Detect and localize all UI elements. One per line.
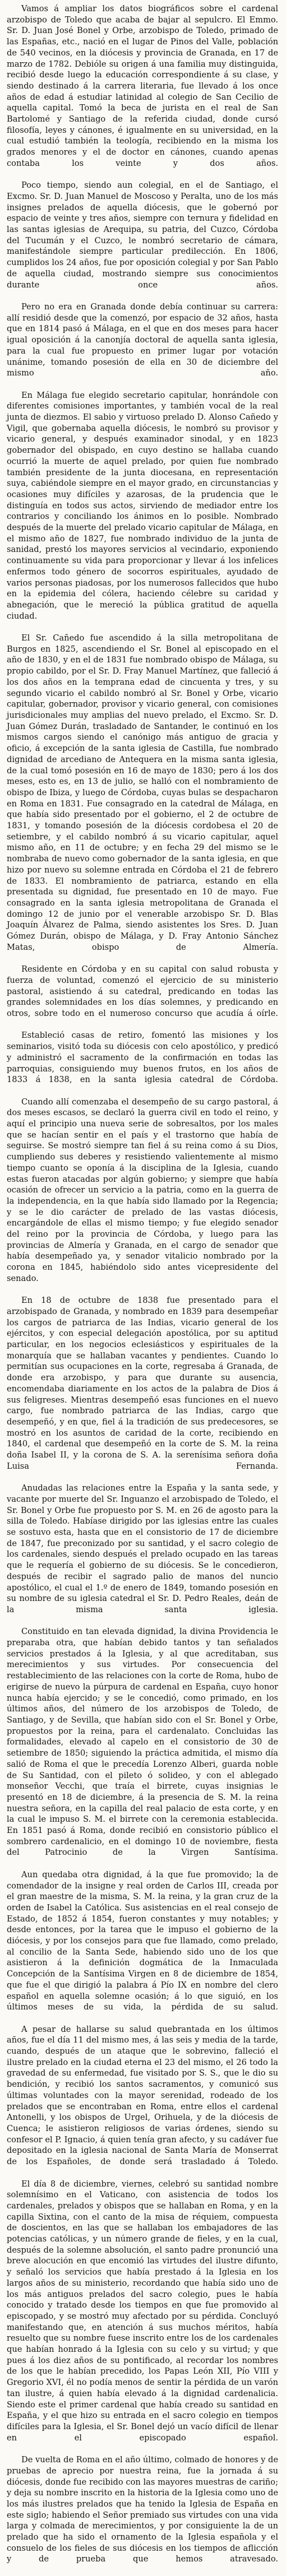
- paragraph: Residente en Córdoba y en su capital con salud robusta y fuerza de voluntad, comenzó el ejercicio de su ministerio pastoral, asistiendo á su catedral, predicando en todas las grandes solemnidades en los días solemnes, y predicando en otros, sobre todo en el numeroso concurso que acudía á oírle.: [7, 964, 278, 1018]
- obituary-article: [7, 3, 278, 2576]
- paragraph: Anudadas las relaciones entre la España y la santa sede, y vacante por muerte del Sr. Inguanzo el arzobispado de Toledo, el Sr. Bonel y Orbe fue propuesto por S. M. en 26 de agosto para la silla de Toledo. Habíase dirigido por las iglesias entre las cuales se sostuvo esta, hasta que en el consistorio de 17 de diciembre de 1847, fue preconizado por su santidad, y el sacro colegio de los cardenales, siendo después el prelado ocupado en las tareas que le requería el gobierno de su diócesis. Se le concedieron, después de recibir el sagrado palio de manos del nuncio apostólico, el cual el 1.º de enero de 1849, tomando posesión en su nombre de su iglesia catedral el Sr. D. Pedro Reales, deán de la misma santa iglesia.: [7, 1483, 278, 1614]
- paragraph: Vamos á ampliar los datos biográficos sobre el cardenal arzobispo de Toledo que acaba de bajar al sepulcro. El Emmo. Sr. D. Juan José Bonel y Orbe, arzobispo de Toledo, primado de las Españas, etc., nació en el lugar de Pinos del Valle, población de 540 vecinos, en la diócesis y provincia de Granada, en 17 de marzo de 1782. Debióle su origen á una familia muy distinguida, recibió desde luego la educación correspondiente á su clase, y siendo destinado á la carrera literaria, fue llevado á los once años de edad á estudiar latinidad al colegio de San Cecilio de aquella capital. Tomó la beca de jurista en el real de San Bartolomé y Santiago de la referida ciudad, donde cursó filosofía, leyes y cánones, é igualmente en su universidad, en la cual estudió también la teología, recibiendo en la misma los grados menores y el de doctor en cánones, cuando apenas contaba los veinte y dos años.: [7, 4, 278, 168]
- paragraph: El Sr. Cañedo fue ascendido á la silla metropolitana de Burgos en 1825, ascendiendo el Sr. Bonel al episcopado en el año de 1830, y en el de 1831 fue nombrado obispo de Málaga, su propio cabildo, por el Sr. D. Fray Manuel Martínez, que falleció á los dos años en la temprana edad de cincuenta y tres, y su segundo vicario el cabildo nombró al Sr. Bonel y Orbe, vicario capitular, gobernador, provisor y vicario general, con comisiones jurisdicionales muy amplias del nuevo prelado, el Excmo. Sr. D. Juan Gómez Durán, trasladado de Santander, le continuó en los mismos cargos siendo el canónigo más antiguo de gracia y oficio, á excepción de la santa iglesia de Castilla, fue nombrado dignidad de arcediano de Antequera en la misma santa iglesia, de la cual tomó posesión en 16 de mayo de 1830; pero á los dos meses, esto es, en 13 de julio, se halló con el nombramiento de obispo de Ibiza, y luego de Córdoba, cuyas bulas se despacharon en Roma en 1831. Fue consagrado en la catedral de Málaga, en que había sido presentado por el gobierno, el 2 de octubre de 1831, y tomando posesión de la diócesis cordobesa el 20 de setiembre, y el cabildo nombró á su vicario capitular, aquel mismo año, en 11 de octubre; y en fecha 29 del mismo se le nombraba de nuevo como gobernador de la santa iglesia, en que hizo por nuevo su solemne entrada en Córdoba el 21 de febrero de 1833. El nombramiento de patriarca, estando en ella presentada su dignidad, fue presentado en 10 de mayo. Fue consagrado en la santa iglesia metropolitana de Granada el domingo 12 de junio por el venerable arzobispo Sr. D. Blas Joaquín Álvarez de Palma, siendo asistentes los Sres. D. Juan Gómez Durán, obispo de Málaga, y D. Fray Antonio Sánchez Matas, obispo de Almería.: [7, 633, 278, 952]
- paragraph: En Málaga fue elegido secretario capitular, honrándole con diferentes comisiones importantes, y también vocal de la real junta de diezmos. El sabio y virtuoso prelado D. Alonso Cañedo y Vigil, que gobernaba aquella diócesis, le nombró su provisor y vicario general, y después examinador sinodal, y en 1823 gobernador del obispado, en cuyo destino se hallaba cuando ocurrió la muerte de aquel prelado, por quien fue nombrado también presidente de la junta diocesana, en representación suya, cabiéndole siempre en el mayor grado, en circunstancias y ocasiones muy difíciles y azarosas, de la prudencia que le distinguía en todos sus actos, sirviendo de mediador entre los contrarios y conciliando los ánimos en lo posible. Nombrado después de la muerte del prelado vicario capitular de Málaga, en el mismo año de 1827, fue nombrado individuo de la junta de sanidad, prestó los mayores servicios al vecindario, exponiendo continuamente su vida para proporcionar y llevar á los infelices enfermos todo género de socorros espirituales, ayudado de varios personas piadosas, por los numerosos fallecidos que hubo en la epidemia del cólera, haciendo célebre su caridad y abnegación, que le mereció la pública gratitud de aquella ciudad.: [7, 390, 278, 621]
- paragraph: El día 8 de diciembre, viernes, celebró su santidad nombre solemnísimo en el Vaticano, con asistencia de todos los cardenales, prelados y obispos que se hallaban en Roma, y en la capilla Sixtina, con el canto de la misa de réquiem, compuesta de doscientos, en las que se hallaban los embajadores de las potencias católicas, y un número grande de fieles, y en la cual, después de la solemne absolución, el santo padre pronunció una breve alocución en que encomió las virtudes del ilustre difunto, y señaló los servicios que había prestado á la Iglesia en los largos años de su ministerio, recordando que había sido uno de los más antiguos prelados del sacro colegio, pues le había conocido y tratado desde los tiempos en que fue promovido al episcopado, y se mostró muy afectado por su pérdida. Concluyó manifestando que, en atención á sus muchos méritos, había resuelto que su nombre fuese inscrito entre los de los cardenales que habían honrado á la Iglesia con su celo y su virtud; y que pues á los diez años de su pontificado, al recordar los nombres de los que le habían precedido, los Papas León XII, Pío VIII y Gregorio XVI, él no podía menos de sentir la pérdida de un varón tan ilustre, á quien había elevado á la dignidad cardenalicia. Siendo este el primer cardenal que había creado su santidad en España, y el que hizo su entrada en el sacro colegio en tiempos difíciles para la Iglesia, el Sr. Bonel dejó un vacío difícil de llenar en el episcopado español.: [7, 2179, 278, 2443]
- paragraph: De vuelta de Roma en el año último, colmado de honores y de pruebas de aprecio por nuestra reina, fue la jornada á su diócesis, donde fue recibido con las mayores muestras de cariño; y deja su nombre inscrito en la historia de la Iglesia como uno de los más ilustres prelados que ha tenido la Iglesia de España en este siglo; habiendo el Señor premiado sus virtudes con una vida larga y colmada de merecimientos, y por consiguiente la de un prelado que ha sido el ornamento de la Iglesia española y el consuelo de los fieles de sus diócesis en los tiempos de aflicción y de prueba que hemos atravesado.: [7, 2455, 278, 2564]
- paragraph: A pesar de hallarse su salud quebrantada en los últimos años, fue el día 11 del mismo mes, á las seis y media de la tarde, cuando, después de un ataque que le sobrevino, falleció el ilustre prelado en la ciudad eterna el 23 del mismo, el 26 todo la gravedad de su enfermedad, fue visitado por S. S., que le dio su bendición, y recibió los santos sacramentos, y comunicó sus últimas voluntades con la mayor serenidad, rodeado de los prelados que se encontraban en Roma, entre ellos el cardenal Antonelli, y los obispos de Urgel, Orihuela, y de la diócesis de Cuenca; le asistieron religiosos de varias órdenes, siendo su confesor el P. Ignacio, á quien tenía gran afecto, y su cadáver fue depositado en la iglesia nacional de Santa María de Monserrat de los Españoles, de donde será trasladado á Toledo.: [7, 2024, 278, 2167]
- paragraph: Aun quedaba otra dignidad, á la que fue promovido; la de comendador de la insigne y real orden de Carlos III, creada por el gran maestre de la misma, S. M. la reina, y la gran cruz de la orden de Isabel la Católica. Sus asistencias en el real consejo de Estado, de 1852 á 1854, fueron constantes y muy notables; y desde entonces, por la tarea que le impuso el gobierno de la diócesis, y por los consejos para que fue llamado, como prelado, al concilio de la Santa Sede, habiendo sido uno de los que asistieron á la definición dogmática de la Inmaculada Concepción de la Santísima Virgen en 8 de diciembre de 1854, que fue el que dirigió la palabra á Pío IX en nombre del clero español en aquella solemne ocasión; á lo que siguió, en los últimos meses de su vida, la pérdida de su salud.: [7, 1869, 278, 2012]
- paragraph: Poco tiempo, siendo aun colegial, en el de Santiago, el Excmo. Sr. D. Juan Manuel de Moscoso y Peralta, uno de los más insignes prelados de aquella diócesis, que le gobernó por espacio de veinte y tres años, siempre con ternura y fidelidad en las santas iglesias de Arequipa, su patria, del Cuzco, Córdoba del Tucumán y el Cuzco, le nombró secretario de cámara, manifestándole siempre particular predilección. En 1806, cumplidos los 24 años, fue por oposición colegial y por San Pablo de aquella ciudad, mostrando siempre sus conocimientos durante once años.: [7, 180, 278, 290]
- paragraph: Constituido en tan elevada dignidad, la divina Providencia le preparaba otra, que habían debido tantos y tan señalados servicios prestados á la Iglesia, y al que acreditaban, sus merecimientos y sus virtudes. Por consecuencia del restablecimiento de las relaciones con la corte de Roma, hubo de erigirse de nuevo la púrpura de cardenal en España, cuyo honor nunca había ejercido; y se le concedió, como primado, en los últimos años, del número de los arzobispos de Toledo, de Santiago, y de Sevilla, que habían sido con el Sr. Bonel y Orbe, propuestos por la reina, para el cardenalato. Concluidas las formalidades, elevado al capelo en el consistorio de 30 de setiembre de 1850; siguiendo la práctica admitida, el mismo día salió de Roma el que le precedía Lorenzo Alberi, guarda noble de Su Santidad, con el pileto ó solideo, y con el ablegado monseñor Vecchi, que traía el birrete, cuyas insignias le presentó en 18 de diciembre, á la presencia de S. M. la reina nuestra señora, en la capilla del real palacio de esta corte, y en la cual le impuso S. M. el birrete con la ceremonia establecida. En 1851 pasó á Roma, donde recibió en consistorio público el sombrero cardenalicio, en el domingo 10 de noviembre, fiesta del Patrocinio de la Virgen Santísima.: [7, 1627, 278, 1858]
- paragraph: En 18 de octubre de 1838 fue presentado para el arzobispado de Granada, y nombrado en 1839 para desempeñar los cargos de patriarca de las Indias, vicario general de los ejércitos, y con especial delegación apostólica, por su aptitud particular, en los negocios eclesiásticos y espirituales de la monarquía que se hallaban vacantes y pendientes. Cuando lo permitían sus ocupaciones en la corte, regresaba á Granada, de donde era arzobispo, y para que durante su ausencia, encomendaba diariamente en los actos de la palabra de Dios á sus feligreses. Mientras desempeñó esas funciones en el nuevo cargo, fue nombrado patriarca de las Indias, cargo que desempeñó, y en que, fiel á la tradición de sus predecesores, se mostró en los asuntos de caridad de la corte, recibiendo en 1840, el cardenal que desempeñó en la corte de S. M. la reina doña Isabel II, y la corona de S. A. la serenísima señora doña Luisa Fernanda.: [7, 1296, 278, 1471]
- paragraph: Cuando allí comenzaba el desempeño de su cargo pastoral, á dos meses escasos, se declaró la guerra civil en todo el reino, y aquí el principio una nueva serie de sobresaltos, por los males que se hacían sentir en el país y el trastorno que había de seguirse. Se mostró siempre tan fiel á su reina como á su Dios, cumpliendo sus deberes y resistiendo valientemente al mismo tiempo cuanto se oponía á la disciplina de la Iglesia, cuando estas fueron atacadas por algún gobierno; y siempre que había ocasión de ofrecer un servicio a la patria, como en la guerra de la independencia, en la que había sido llamado por la Regencia; y se le dio carácter de prelado de las vastas diócesis, encargándole de ellas el mismo tiempo; y fue elegido senador del reino por la provincia de Córdoba, y luego para las provincias de Almería y Granada, en el cargo de senador que había desempeñado ya, y senador vitalicio nombrado por la corona en 1845, habiéndolo sido antes vicepresidente del senado.: [7, 1097, 278, 1283]
- paragraph: Estableció casas de retiro, fomentó las misiones y los seminarios, visitó toda su diócesis con celo apostólico, y predicó y administró el sacramento de la confirmación en todas las parroquias, consiguiendo muy buenos frutos, en los años de 1833 á 1838, en la santa iglesia catedral de Córdoba.: [7, 1031, 278, 1085]
- paragraph: Pero no era en Granada donde debía continuar su carrera: allí residió desde que la comenzó, por espacio de 32 años, hasta que en 1814 pasó á Málaga, en el que en dos meses para hacer igual oposición á la canonjía doctoral de aquella santa iglesia, para la cual fue propuesto en primer lugar por votación unánime, tomando posesión de ella en 30 de diciembre del mismo año.: [7, 301, 278, 378]
